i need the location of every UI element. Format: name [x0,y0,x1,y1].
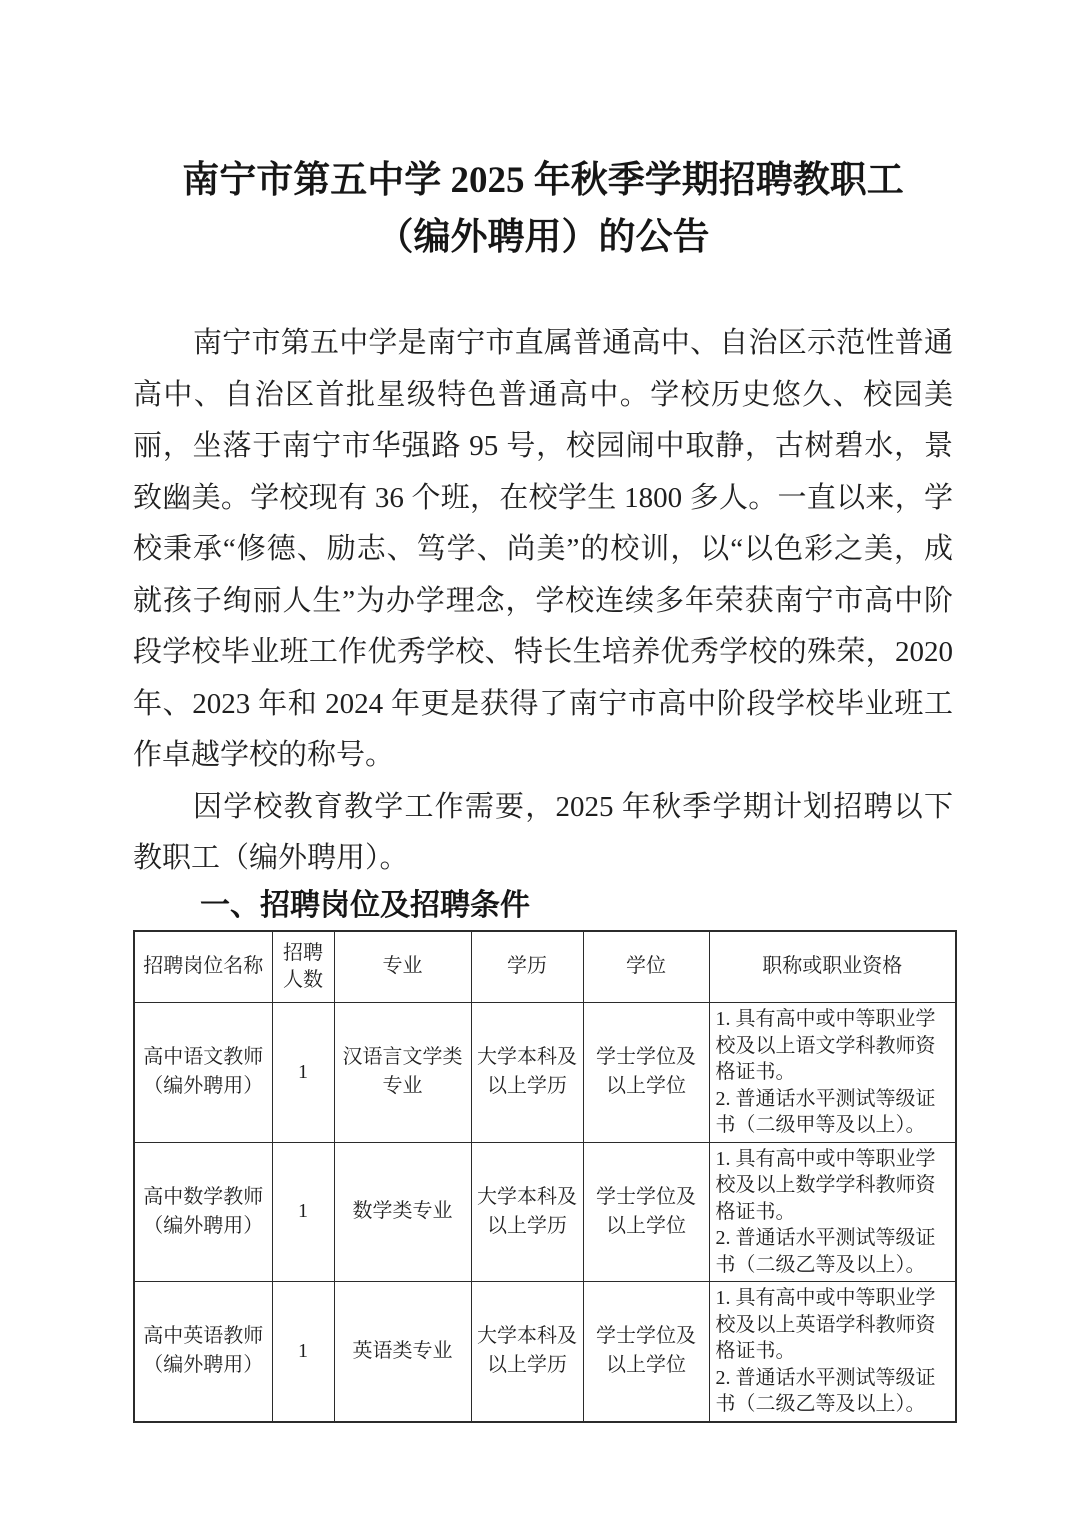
title-line-2: （编外聘用）的公告 [376,217,710,258]
document-title [133,152,953,266]
col-header-major: 专业 [334,931,471,1003]
cell-qualifications [709,1142,956,1282]
cell-position: 高中英语教师（编外聘用） [134,1282,272,1422]
title-line-1: 南宁市第五中学 2025 年秋季学期招聘教职工 [182,160,904,201]
cell-headcount: 1 [272,1003,334,1143]
col-header-headcount: 招聘人数 [272,931,334,1003]
col-header-degree: 学位 [583,931,709,1003]
cell-education: 大学本科及以上学历 [471,1003,583,1143]
cell-education: 大学本科及以上学历 [471,1282,583,1422]
cell-major: 数学类专业 [334,1142,471,1282]
qualification-item: 2. 普通话水平测试等级证书（二级甲等及以上）。 [715,1087,936,1136]
cell-degree: 学士学位及以上学位 [583,1282,709,1422]
qualification-item: 2. 普通话水平测试等级证书（二级乙等及以上）。 [715,1366,936,1415]
table-header-row [134,931,956,1003]
cell-position: 高中语文教师（编外聘用） [134,1003,272,1143]
recruitment-need-paragraph: 因学校教育教学工作需要，2025 年秋季学期计划招聘以下教职工（编外聘用）。 [133,790,953,874]
table-row-math-teacher [134,1142,956,1282]
cell-qualifications [709,1003,956,1143]
recruitment-table [133,930,957,1423]
qualification-item: 1. 具有高中或中等职业学校及以上语文学科教师资格证书。 [715,1008,936,1083]
qualification-item: 1. 具有高中或中等职业学校及以上数学学科教师资格证书。 [715,1147,936,1223]
section-heading-positions: 一、招聘岗位及招聘条件 [200,888,530,922]
cell-qualifications [709,1282,956,1422]
table-row-english-teacher [134,1282,956,1422]
cell-headcount: 1 [272,1282,334,1422]
intro-paragraph: 南宁市第五中学是南宁市直属普通高中、自治区示范性普通高中、自治区首批星级特色普通高中。学校历史悠久、校园美丽，坐落于南宁市华强路 95 号，校园闹中取静，古树碧水，景致幽美。学校现有 36 个班，在校学生 1800 多人。一直以来，学校秉承“修德、励志、笃学、尚美”的校训，以“以色彩之美，成就孩子绚丽人生”为办学理念，学校连续多年荣获南宁市高中阶段学校毕业班工作优秀学校、特长生培养优秀学校的殊荣，2020 年、2023 年和 2024 年更是获得了南宁市高中阶段学校毕业班工作卓越学校的称号。 [133,327,953,771]
cell-major: 英语类专业 [334,1282,471,1422]
col-header-qualification: 职称或职业资格 [709,931,956,1003]
cell-headcount: 1 [272,1142,334,1282]
cell-major: 汉语言文学类专业 [334,1003,471,1143]
col-header-position-name: 招聘岗位名称 [134,931,272,1003]
col-header-education: 学历 [471,931,583,1003]
cell-education: 大学本科及以上学历 [471,1142,583,1282]
cell-degree: 学士学位及以上学位 [583,1003,709,1143]
cell-position: 高中数学教师（编外聘用） [134,1142,272,1282]
table-row-chinese-teacher [134,1003,956,1143]
qualification-item: 2. 普通话水平测试等级证书（二级乙等及以上）。 [715,1227,936,1276]
qualification-item: 1. 具有高中或中等职业学校及以上英语学科教师资格证书。 [715,1287,936,1362]
cell-degree: 学士学位及以上学位 [583,1142,709,1282]
